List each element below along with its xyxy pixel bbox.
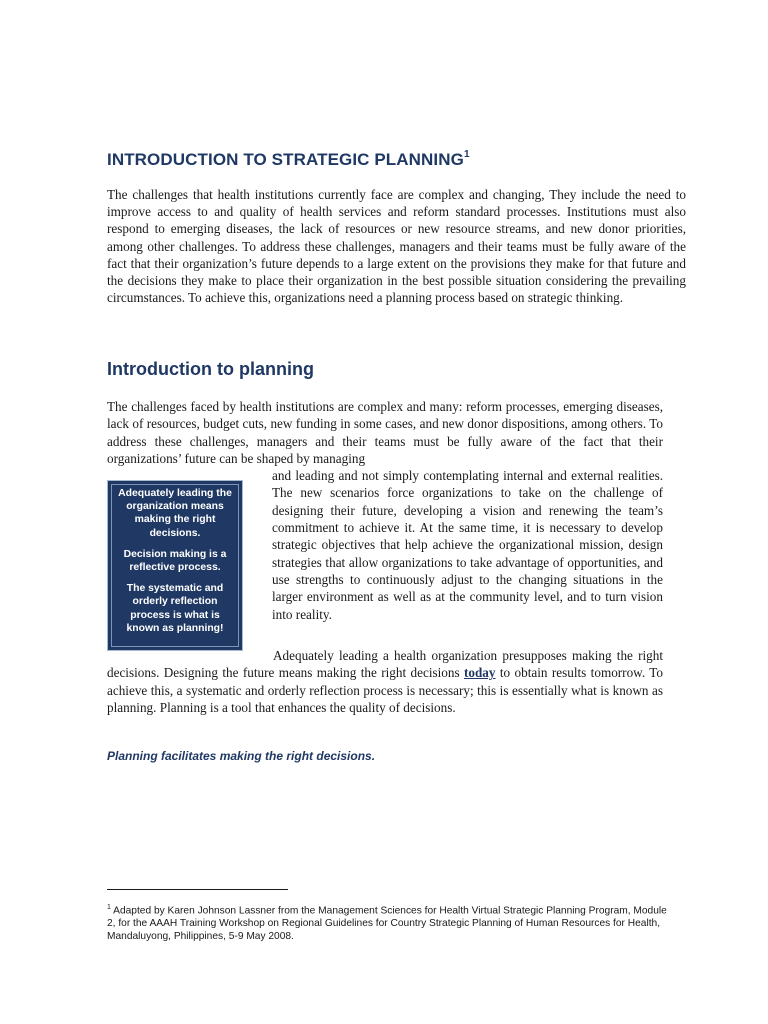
today-link[interactable]: today (463, 665, 496, 681)
section-paragraph-wrap: and leading and not simply contemplating internal and external realities. The new scenarios force organizations to take on the challenge of designing their future, developing a vision and renewing the team’s commitment to achieve it. At the same time, it is necessary to develop strategic objectives that help achieve the organizational mission, design strategies that allow organizations to take advantage of opportunities, and use strengths to continuously adjust to the changing situations in the larger environment as well as at the community level, and to turn vision into reality. (272, 468, 663, 622)
page-title (107, 150, 470, 170)
footnote-divider (107, 889, 288, 890)
footnote (107, 902, 667, 944)
closing-paragraph (107, 647, 663, 716)
page-title-text: INTRODUCTION TO STRATEGIC PLANNING (107, 150, 464, 169)
intro-paragraph: The challenges that health institutions currently face are complex and changing, They include the need to improve access to and quality of health services and reform standard processes. Institutions must also respond to emerging diseases, the lack of resources or new resource streams, and new donor priorities, among other challenges. To address these challenges, managers and their teams must be fully aware of the fact that their organization’s future depends to a large extent on the provisions they make for that future and the decisions they make to place their organization in the best possible situation considering the prevailing circumstances. To achieve this, organizations need a planning process based on strategic thinking. (107, 187, 686, 306)
callout-line-2: Decision making is a reflective process. (123, 548, 227, 574)
emphasis-line: Planning facilitates making the right decisions. (107, 749, 376, 763)
callout-line-1: Adequately leading the organization means making the right decisions. (118, 488, 232, 539)
callout-box (107, 480, 243, 651)
closing-paragraph-after-link: to obtain results tomorrow. To achieve this, a systematic and orderly reflection process is necessary; this is essentially what is known as planning. Planning is a tool that enhances the quality of decisions. (107, 665, 664, 715)
section-paragraph-top: The challenges faced by health institutions are complex and many: reform processes, emerging diseases, lack of resources, budget cuts, new funding in some cases, and new donor dispositions, among others. To address these challenges, managers and their teams must be fully aware of the fact that their organizations’ future can be shaped by managing (107, 399, 663, 466)
section-heading: Introduction to planning (107, 359, 314, 379)
callout-line-3: The systematic and orderly reflection process is what is known as planning! (126, 583, 224, 634)
title-footnote-mark[interactable]: 1 (463, 149, 470, 161)
footnote-text: Adapted by Karen Johnson Lassner from the Management Sciences for Health Virtual Strategic Planning Program, Module 2, for the AAAH Training Workshop on Regional Guidelines for Country Strategic Planning of Human Resources for Health, Mandaluyong, Philippines, 5-9 May 2008. (107, 905, 667, 942)
closing-paragraph-before-link: Adequately leading a health organization presupposes making the right decisions. Designing the future means making the right decisions (107, 648, 663, 681)
footnote-mark: 1 (107, 904, 111, 911)
